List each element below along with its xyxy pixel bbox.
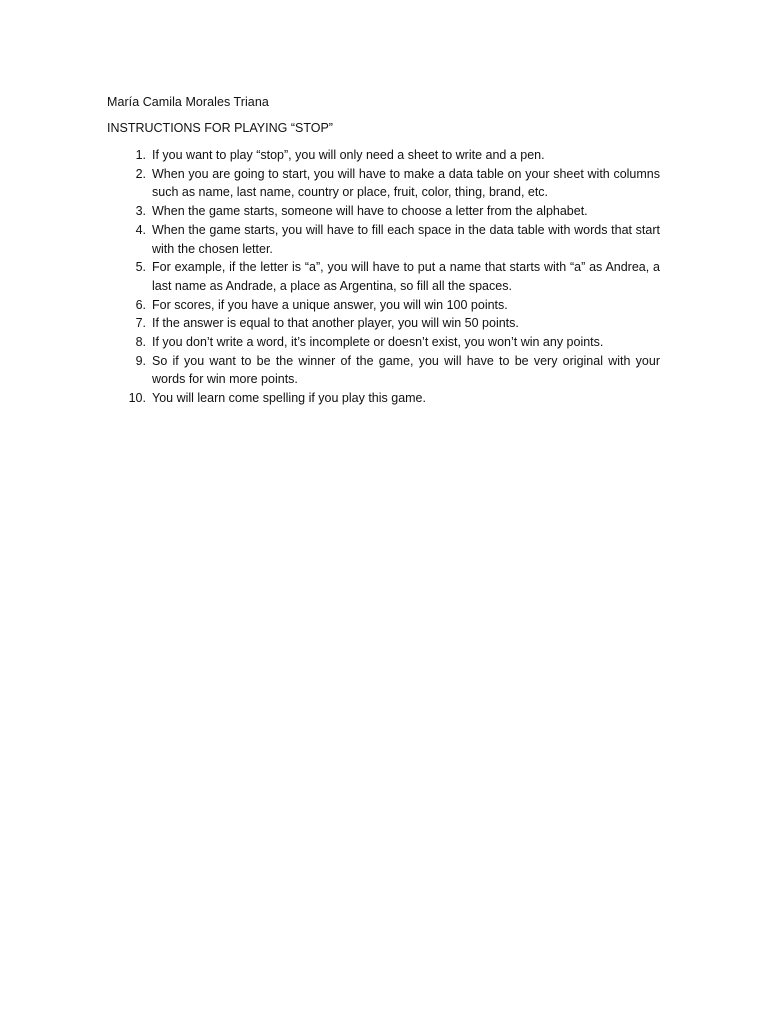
list-item xyxy=(107,389,660,408)
list-item-text: When the game starts, you will have to fill each space in the data table with words that start with the chosen letter. xyxy=(152,222,660,256)
list-item-text: For example, if the letter is “a”, you will have to put a name that starts with “a” as Andrea, a last name as Andrade, a place as Argentina, so fill all the spaces. xyxy=(152,260,660,293)
list-item xyxy=(107,296,660,315)
list-item-number: 8. xyxy=(135,335,146,350)
list-item xyxy=(107,352,660,389)
list-item xyxy=(107,202,660,221)
list-item xyxy=(107,146,660,165)
list-item-number: 9. xyxy=(135,353,146,368)
list-item xyxy=(107,221,660,258)
list-item-number: 1. xyxy=(135,148,146,162)
list-item-number: 4. xyxy=(135,222,146,237)
document-content xyxy=(107,93,660,408)
list-item xyxy=(107,314,660,333)
list-item-number: 5. xyxy=(135,260,146,275)
list-item-text: So if you want to be the winner of the game, you will have to be very original with your words for win more points. xyxy=(152,353,660,387)
list-item-text: If you don’t write a word, it’s incomplete or doesn’t exist, you won’t win any points. xyxy=(152,335,604,350)
list-item-text: If you want to play “stop”, you will only need a sheet to write and a pen. xyxy=(152,148,545,162)
list-item xyxy=(107,333,660,352)
list-item-number: 2. xyxy=(135,166,146,181)
list-item-text: For scores, if you have a unique answer, you will win 100 points. xyxy=(152,297,508,312)
list-item xyxy=(107,165,660,202)
list-item-number: 10. xyxy=(128,391,146,406)
list-item-text: You will learn come spelling if you play this game. xyxy=(152,391,426,406)
document-heading: INSTRUCTIONS FOR PLAYING “STOP” xyxy=(107,121,333,135)
list-item-number: 6. xyxy=(135,297,146,312)
list-item-text: If the answer is equal to that another player, you will win 50 points. xyxy=(152,316,519,331)
instructions-list xyxy=(107,146,660,408)
list-item-number: 7. xyxy=(135,316,146,331)
list-item-text: When you are going to start, you will have to make a data table on your sheet with columns such as name, last name, country or place, fruit, color, thing, brand, etc. xyxy=(152,166,660,200)
author-name: María Camila Morales Triana xyxy=(107,95,269,109)
list-item-number: 3. xyxy=(135,204,146,219)
list-item-text: When the game starts, someone will have to choose a letter from the alphabet. xyxy=(152,204,588,219)
list-item xyxy=(107,258,660,295)
